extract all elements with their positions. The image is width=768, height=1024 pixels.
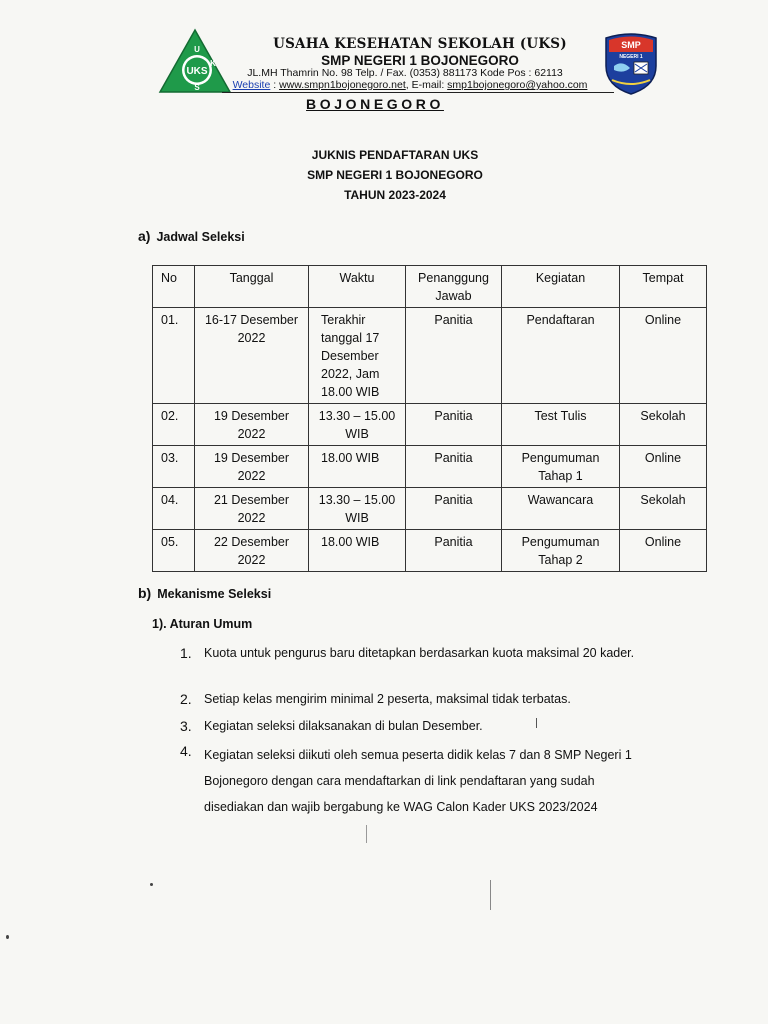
list-item-number: 3.: [180, 718, 192, 734]
letterhead-title: USAHA KESEHATAN SEKOLAH (UKS): [273, 36, 567, 52]
header-kegiatan: Kegiatan: [502, 266, 620, 308]
doc-title-line2: SMP NEGERI 1 BOJONEGORO: [307, 168, 483, 182]
cell-no: 02.: [153, 404, 195, 446]
cell-kegiatan: Test Tulis: [502, 404, 620, 446]
schedule-table: [152, 265, 707, 572]
cell-tanggal: 16-17 Desember 2022: [195, 308, 309, 404]
cell-tempat: Online: [620, 308, 707, 404]
list-item-text: Setiap kelas mengirim minimal 2 peserta, maksimal tidak terbatas.: [204, 692, 571, 706]
table-row: [153, 308, 707, 404]
header-waktu: Waktu: [309, 266, 406, 308]
website-separator: :: [270, 79, 280, 91]
letterhead-city: [200, 96, 550, 112]
email-link[interactable]: smp1bojonegoro@yahoo.com: [447, 79, 588, 91]
cell-waktu: 18.00 WIB: [309, 530, 406, 572]
cell-tanggal: 22 Desember 2022: [195, 530, 309, 572]
cell-tanggal: 19 Desember 2022: [195, 446, 309, 488]
header-no: No: [153, 266, 195, 308]
cell-pj: Panitia: [406, 404, 502, 446]
table-row: [153, 404, 707, 446]
shield-title-text: SMP: [621, 40, 641, 50]
uks-logo-text: UKS: [186, 66, 208, 77]
scan-mark: [536, 718, 537, 728]
table-header-row: [153, 266, 707, 308]
scan-speck: [6, 935, 9, 939]
scan-speck: [150, 883, 153, 886]
letterhead-city-text: BOJONEGORO: [306, 96, 444, 112]
cell-kegiatan: Pengumuman Tahap 2: [502, 530, 620, 572]
table-row: [153, 446, 707, 488]
cell-kegiatan: Wawancara: [502, 488, 620, 530]
section-a-heading: [138, 228, 245, 244]
uks-logo-letter-s: S: [194, 83, 200, 92]
section-b-title: Mekanisme Seleksi: [157, 587, 272, 601]
cell-waktu: 13.30 – 15.00 WIB: [309, 488, 406, 530]
list-item: [180, 644, 640, 662]
doc-title-line3: TAHUN 2023-2024: [344, 188, 446, 202]
section-b-heading: [138, 585, 271, 601]
section-b-marker: b): [138, 585, 152, 601]
cell-tempat: Online: [620, 446, 707, 488]
list-item-number: 2.: [180, 691, 192, 707]
list-item-text: Kegiatan seleksi diikuti oleh semua peserta didik kelas 7 dan 8 SMP Negeri 1 Bojonegoro dengan cara mendaftarkan di link pendaftaran yang sudah disediakan dan wajib bergabung ke WAG Calon Kader UKS 2023/2024: [204, 748, 632, 814]
cell-pj: Panitia: [406, 308, 502, 404]
table-row: [153, 530, 707, 572]
letterhead-address: JL.MH Thamrin No. 98 Telp. / Fax. (0353) 881173 Kode Pos : 62113: [247, 67, 563, 79]
cell-no: 05.: [153, 530, 195, 572]
website-link[interactable]: www.smpn1bojonegoro.net: [279, 79, 406, 91]
cell-no: 04.: [153, 488, 195, 530]
list-item: [180, 690, 640, 708]
cell-pj: Panitia: [406, 446, 502, 488]
scan-mark: [366, 825, 367, 843]
letterhead-school: SMP NEGERI 1 BOJONEGORO: [321, 53, 519, 68]
section-a-title: Jadwal Seleksi: [156, 230, 245, 244]
cell-waktu: 13.30 – 15.00 WIB: [309, 404, 406, 446]
list-item-text: Kuota untuk pengurus baru ditetapkan berdasarkan kuota maksimal 20 kader.: [204, 646, 635, 660]
list-item: [180, 742, 640, 820]
list-item-number: 4.: [180, 743, 192, 759]
aturan-umum-heading: 1). Aturan Umum: [152, 617, 253, 631]
doc-title-line1: JUKNIS PENDAFTARAN UKS: [311, 148, 479, 162]
header-penanggung-jawab: Penanggung Jawab: [406, 266, 502, 308]
cell-tempat: Online: [620, 530, 707, 572]
cell-pj: Panitia: [406, 530, 502, 572]
cell-waktu: 18.00 WIB: [309, 446, 406, 488]
shield-sub-text: NEGERI 1: [619, 54, 643, 60]
list-item-number: 1.: [180, 645, 192, 661]
cell-waktu: Terakhir tanggal 17 Desember 2022, Jam 18.00 WIB: [309, 308, 406, 404]
cell-pj: Panitia: [406, 488, 502, 530]
cell-kegiatan: Pendaftaran: [502, 308, 620, 404]
scan-mark: [490, 880, 491, 910]
header-tanggal: Tanggal: [195, 266, 309, 308]
website-label: Website: [232, 79, 271, 91]
cell-no: 03.: [153, 446, 195, 488]
cell-tanggal: 21 Desember 2022: [195, 488, 309, 530]
cell-tempat: Sekolah: [620, 404, 707, 446]
table-row: [153, 488, 707, 530]
letterhead-contact: [210, 79, 610, 91]
uks-logo-letter-k: K: [210, 59, 216, 68]
cell-no: 01.: [153, 308, 195, 404]
section-a-marker: a): [138, 228, 151, 244]
cell-kegiatan: Pengumuman Tahap 1: [502, 446, 620, 488]
cell-tanggal: 19 Desember 2022: [195, 404, 309, 446]
cell-tempat: Sekolah: [620, 488, 707, 530]
list-item-text: Kegiatan seleksi dilaksanakan di bulan Desember.: [204, 719, 483, 733]
list-item: [180, 717, 640, 735]
uks-logo-letter-u: U: [194, 45, 200, 54]
letterhead-divider: [222, 92, 614, 93]
header-tempat: Tempat: [620, 266, 707, 308]
email-label: , E-mail:: [405, 79, 448, 91]
